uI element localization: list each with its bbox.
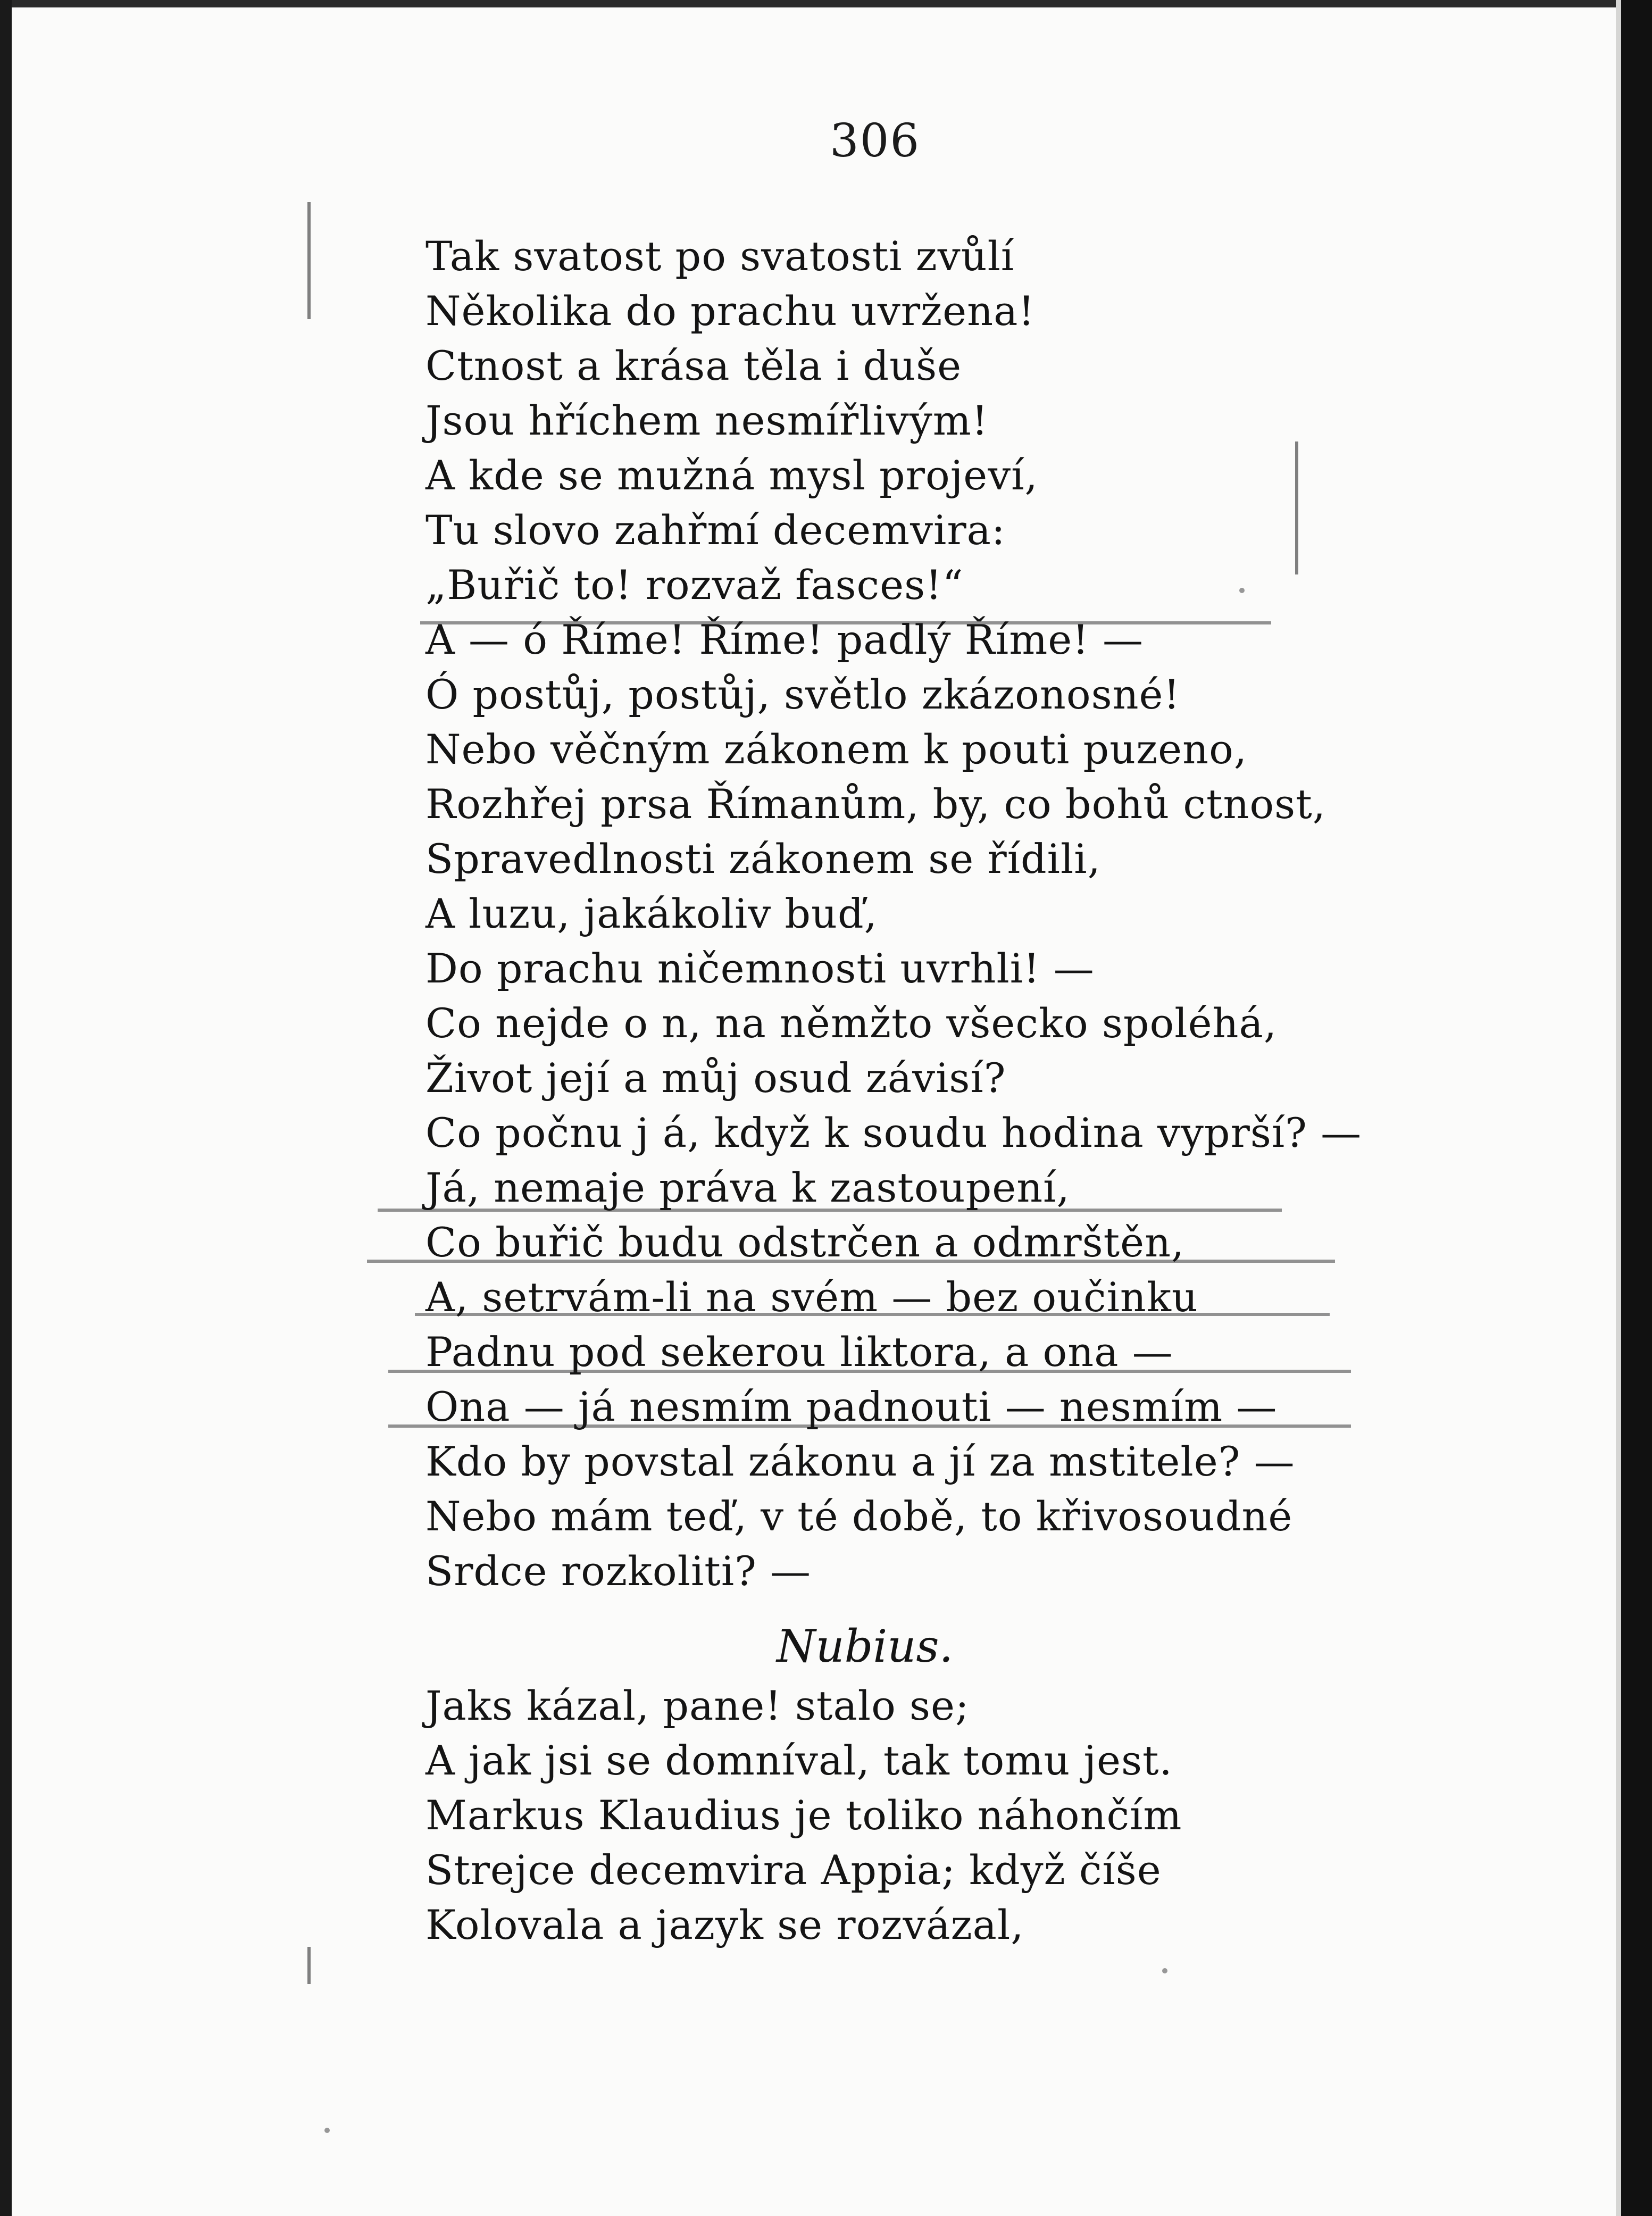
verse-line: Co buřič budu odstrčen a odmrštěn, xyxy=(425,1219,1185,1266)
verse-line: Ó postůj, postůj, světlo zkázonosné! xyxy=(425,671,1181,718)
verse-line: Ona — já nesmím padnouti — nesmím — xyxy=(425,1383,1278,1430)
verse-line: Život její a můj osud závisí? xyxy=(425,1054,1006,1102)
page-number: 306 xyxy=(830,114,921,168)
speech-line: Markus Klaudius je toliko náhončím xyxy=(425,1792,1182,1839)
verse-line: Jsou hříchem nesmířlivým! xyxy=(425,397,989,444)
verse-line: „Buřič to! rozvaž fasces!“ xyxy=(425,561,964,609)
verse-line: Ctnost a krása těla i duše xyxy=(425,342,962,389)
verse-line: Tu slovo zahřmí decemvira: xyxy=(425,506,1006,554)
verse-line: A luzu, jakákoliv buď, xyxy=(425,890,878,937)
speech-line: A jak jsi se domníval, tak tomu jest. xyxy=(425,1737,1173,1784)
verse-line: Co počnu j á, když k soudu hodina vyprší? — xyxy=(425,1109,1362,1156)
scan-border-top xyxy=(0,0,1652,7)
verse-line: Kdo by povstal zákonu a jí za mstitele? — xyxy=(425,1438,1295,1485)
verse-line: Srdce rozkoliti? — xyxy=(425,1547,812,1595)
verse-line: A, setrvám-li na svém — bez oučinku xyxy=(425,1273,1198,1321)
speech-block xyxy=(425,1678,1489,1952)
page-edge-right xyxy=(1616,0,1621,2216)
speech-line: Jaks kázal, pane! stalo se; xyxy=(425,1682,970,1729)
verse-line: Já, nemaje práva k zastoupení, xyxy=(425,1164,1070,1211)
verse-line: Rozhřej prsa Římanům, by, co bohů ctnost, xyxy=(425,780,1326,828)
speech-line: Strejce decemvira Appia; když číše xyxy=(425,1846,1162,1894)
verse-line: A kde se mužná mysl projeví, xyxy=(425,452,1038,499)
verse-line: Co nejde o n, na němžto všecko spoléhá, xyxy=(425,999,1277,1047)
speaker-name: Nubius. xyxy=(777,1620,954,1672)
verse-line: Několika do prachu uvržena! xyxy=(425,287,1035,335)
paper-speck xyxy=(1162,1968,1167,1973)
paper-speck xyxy=(324,2128,330,2133)
scan-border-right xyxy=(1621,0,1652,2216)
verse-line: Nebo mám teď, v té době, to křivosoudné xyxy=(425,1493,1293,1540)
verse-line: Padnu pod sekerou liktora, a ona — xyxy=(425,1328,1173,1376)
verse-line: Tak svatost po svatosti zvůlí xyxy=(425,232,1015,280)
verse-block xyxy=(425,229,1489,1598)
margin-pencil-mark xyxy=(307,1947,311,1984)
verse-line: Do prachu ničemnosti uvrhli! — xyxy=(425,945,1095,992)
scan-border-left xyxy=(0,0,12,2216)
verse-line: Spravedlnosti zákonem se řídili, xyxy=(425,835,1101,882)
verse-line: A — ó Říme! Říme! padlý Říme! — xyxy=(425,616,1144,663)
speech-line: Kolovala a jazyk se rozvázal, xyxy=(425,1901,1024,1948)
verse-line: Nebo věčným zákonem k pouti puzeno, xyxy=(425,726,1247,773)
margin-pencil-mark xyxy=(307,202,311,319)
